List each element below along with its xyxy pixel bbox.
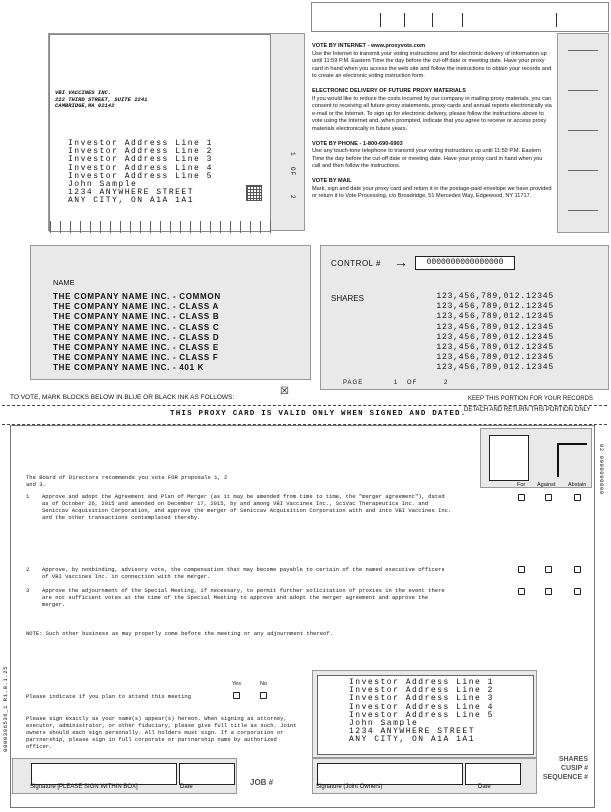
signature-box[interactable] <box>31 763 177 785</box>
proposal-2-number: 2 <box>26 566 30 573</box>
mailing-panel <box>48 33 305 231</box>
share-value: 123,456,789,012.12345 <box>436 332 554 342</box>
arrow-right-icon: → <box>394 254 408 270</box>
internet-body: Use the Internet to transmit your voting instructions and for electronic delivery of information up until 11:59 P.M. Eastern Time the day before the cut-off date or meeting date. Have your proxy card in hand when you access the web site and follow the instructions to obtain your records and to create an electronic voting instruction form. <box>312 50 552 80</box>
share-value: 123,456,789,012.12345 <box>436 322 554 332</box>
address-line: ANY CITY, ON A1A 1A1 <box>349 735 476 745</box>
proposal-2-against-checkbox[interactable] <box>545 566 552 573</box>
attend-no-checkbox[interactable] <box>260 692 267 699</box>
share-value: 123,456,789,012.12345 <box>436 353 554 363</box>
proposal-3-for-checkbox[interactable] <box>518 588 525 595</box>
page-total: 2 <box>443 380 449 386</box>
joint-date-box[interactable] <box>465 763 521 785</box>
date-box[interactable] <box>179 763 235 785</box>
recipient-address <box>68 140 213 206</box>
board-recommendation: The Board of Directors recommends you vote FOR proposals 1, 2 and 3. <box>26 474 228 488</box>
address-line: 1234 ANYWHERE STREET <box>349 727 476 737</box>
signature-label: Signature [PLEASE SIGN WITHIN BOX] <box>30 784 138 790</box>
sender-address <box>55 90 147 110</box>
page-current: 1 <box>393 380 399 386</box>
page-marker-mid: OF <box>289 167 296 177</box>
phone-body: Use any touch-tone telephone to transmit your voting instructions up until 11:59 P.M. Eastern Time the day before the cut-off date or meeting date. Have your proxy card in hand when you call and then follow the instructions. <box>312 148 543 170</box>
job-label: JOB # <box>250 778 274 787</box>
proposal-3-against-checkbox[interactable] <box>545 588 552 595</box>
attend-text: Please indicate if you plan to attend this meeting <box>26 693 192 700</box>
electronic-body: If you would like to reduce the costs incurred by our company in mailing proxy materials, you can consent to receiving all future proxy statements, proxy cards and annual reports electronically via e-mail or the Internet. To sign up for electronic delivery, please follow the instructions above to vote using the Internet and, when prompted, indicate that you agree to receive or access proxy materials electronically in future years. <box>312 95 552 132</box>
grid-mark-icon <box>246 185 262 201</box>
left-code: 0000386536_1 R1.0.1.25 <box>2 666 9 752</box>
proposal-2-for-checkbox[interactable] <box>518 566 525 573</box>
page-of: OF <box>406 380 418 386</box>
mail-title: VOTE BY MAIL <box>312 177 352 184</box>
company-name: THE COMPANY NAME INC. - CLASS F <box>53 353 219 363</box>
name-header: NAME <box>53 278 75 287</box>
internet-title: VOTE BY INTERNET - www.proxyvote.com <box>312 43 426 49</box>
page-label: PAGE <box>343 380 364 386</box>
address-line: Investor Address Line 2 <box>68 147 213 157</box>
address-line: Investor Address Line 5 <box>349 710 494 720</box>
holdings-panel <box>30 245 311 380</box>
address-line: Investor Address Line 1 <box>68 139 213 148</box>
shares-label-bottom: SHARES <box>558 756 588 763</box>
proposal-1-text: Approve and adopt the Agreement and Plan of Merger (as it may be amended from time to time, the "merger agreement"), dated as of October 26, 2015 and amended on December 17, 2015, by and among VBI Vaccines Inc., SciVac Therapeutics Inc. and Seniccav Acquisition Corporation, and approve the merger of Seniccav Acquisition Corporation with and into VBI Vaccines Inc. and the other transactions contemplated thereby. <box>42 493 452 521</box>
attend-yes-label: Yes <box>232 681 241 687</box>
electronic-title: ELECTRONIC DELIVERY OF FUTURE PROXY MATERIALS <box>312 87 466 94</box>
page-marker-left: 1 <box>289 152 296 157</box>
address-line: Investor Address Line 2 <box>349 686 494 696</box>
company-name: THE COMPANY NAME INC. - CLASS E <box>53 343 219 353</box>
proposal-3-abstain-checkbox[interactable] <box>574 588 581 595</box>
keep-portion-label: KEEP THIS PORTION FOR YOUR RECORDS <box>468 396 593 402</box>
address-line: Investor Address Line 4 <box>68 163 213 173</box>
sender-line: 222 THIRD STREET, SUITE 2241 <box>55 95 148 103</box>
sign-instructions: Please sign exactly as your name(s) appear(s) hereon. When signing as attorney, executor, administrator, or other fiduciary, please give full title as such. Joint owners should each sign personally. All holders must sign. If a corporation or partnership, please sign in full corporate or partnership name by authorized officer. <box>26 715 297 750</box>
joint-signature-box[interactable] <box>317 763 463 785</box>
control-label: CONTROL # <box>331 259 381 268</box>
mail-body: Mark, sign and date your proxy card and return it in the postage-paid envelope we have provided or return it to Vote Processing, c/o Broadridge, 51 Mercedes Way, Edgewood, NY 11717. <box>312 185 552 200</box>
share-value: 123,456,789,012.12345 <box>436 292 554 301</box>
col-for: For <box>517 482 526 488</box>
proposal-3-number: 3 <box>26 587 30 594</box>
share-value: 123,456,789,012.12345 <box>436 363 554 373</box>
barcode-box <box>311 2 609 32</box>
detach-label: DETACH AND RETURN THIS PORTION ONLY <box>464 407 591 413</box>
joint-date-label: Date <box>478 784 491 790</box>
address-line: Investor Address Line 5 <box>68 171 213 181</box>
address-line: John Sample <box>349 719 419 729</box>
side-code: 02 0000000000 <box>598 444 605 495</box>
address-line: Investor Address Line 3 <box>349 694 494 704</box>
mailing-window <box>49 34 271 232</box>
bottom-right-labels <box>540 755 588 782</box>
company-name: THE COMPANY NAME INC. - CLASS C <box>53 322 220 332</box>
sender-line: VBI VACCINES INC. <box>55 89 112 96</box>
other-business-note: NOTE: Such other business as may properly come before the meeting or any adjournment thereof. <box>26 630 333 637</box>
company-name: THE COMPANY NAME INC. - CLASS B <box>53 312 220 322</box>
cusip-label: CUSIP # <box>560 765 588 772</box>
address-line: Investor Address Line 4 <box>349 702 494 712</box>
shares-panel <box>320 245 609 390</box>
company-name: THE COMPANY NAME INC. - 401 K <box>53 363 205 373</box>
address-line: 1234 ANYWHERE STREET <box>68 188 195 198</box>
company-name: THE COMPANY NAME INC. - CLASS D <box>53 332 220 342</box>
phone-title: VOTE BY PHONE - 1-800-690-6903 <box>312 140 403 147</box>
joint-signature-label: Signature (Joint Owners) <box>316 784 383 790</box>
proposal-1-for-checkbox[interactable] <box>518 494 525 501</box>
attend-yes-checkbox[interactable] <box>233 692 240 699</box>
sequence-label: SEQUENCE # <box>542 774 588 781</box>
share-value: 123,456,789,012.12345 <box>436 312 554 322</box>
sender-line: CAMBRIDGE,MA 02142 <box>55 102 115 109</box>
company-list <box>53 292 221 374</box>
address-line: ANY CITY, ON A1A 1A1 <box>68 196 195 206</box>
page-marker-right: 2 <box>289 195 296 200</box>
address-line: Investor Address Line 3 <box>68 155 213 165</box>
address-line: Investor Address Line 1 <box>349 678 494 687</box>
voting-instructions <box>312 43 552 201</box>
proposal-1-against-checkbox[interactable] <box>545 494 552 501</box>
date-label: Date <box>180 784 193 790</box>
ruler-ticks <box>50 221 272 233</box>
address-line: John Sample <box>68 180 138 190</box>
ballot-address-panel <box>312 670 537 758</box>
page-indicator <box>343 380 448 386</box>
page-marker <box>289 152 296 200</box>
attend-no-label: No <box>260 681 268 687</box>
col-against: Against <box>537 482 556 488</box>
share-value: 123,456,789,012.12345 <box>436 343 554 353</box>
right-strip <box>557 33 609 233</box>
proposal-3-text: Approve the adjournment of the Special Meeting, if necessary, to permit further solicitation of proxies in the event there are not sufficient votes at the time of the Special Meeting to approve and adopt the merger agreement and approve the merger. <box>42 587 445 608</box>
proposal-2-abstain-checkbox[interactable] <box>574 566 581 573</box>
control-number: 0000000000000000 <box>415 256 515 270</box>
share-value: 123,456,789,012.12345 <box>436 302 554 312</box>
mark-example-icon: ☒ <box>280 386 289 397</box>
corner-mark-icon <box>557 443 587 477</box>
corner-mark-panel <box>480 428 592 488</box>
proposal-1-number: 1 <box>26 493 30 500</box>
vote-instruction: TO VOTE, MARK BLOCKS BELOW IN BLUE OR BLACK INK AS FOLLOWS: <box>10 394 235 401</box>
company-name: THE COMPANY NAME INC. - COMMON <box>53 292 221 301</box>
dashed-rule <box>2 405 607 406</box>
company-name: THE COMPANY NAME INC. - CLASS A <box>53 302 220 312</box>
proposal-2-text: Approve, by nonbinding, advisory vote, the compensation that may become payable to certain of the named executive officers of VBI Vaccines Inc. in connection with the merger. <box>42 566 445 580</box>
share-values <box>431 292 554 374</box>
proposal-1-abstain-checkbox[interactable] <box>574 494 581 501</box>
validity-notice: THIS PROXY CARD IS VALID ONLY WHEN SIGNED AND DATED. <box>170 410 467 418</box>
shares-label: SHARES <box>331 294 364 303</box>
ballot-address <box>349 679 494 745</box>
col-abstain: Abstain <box>568 482 587 488</box>
